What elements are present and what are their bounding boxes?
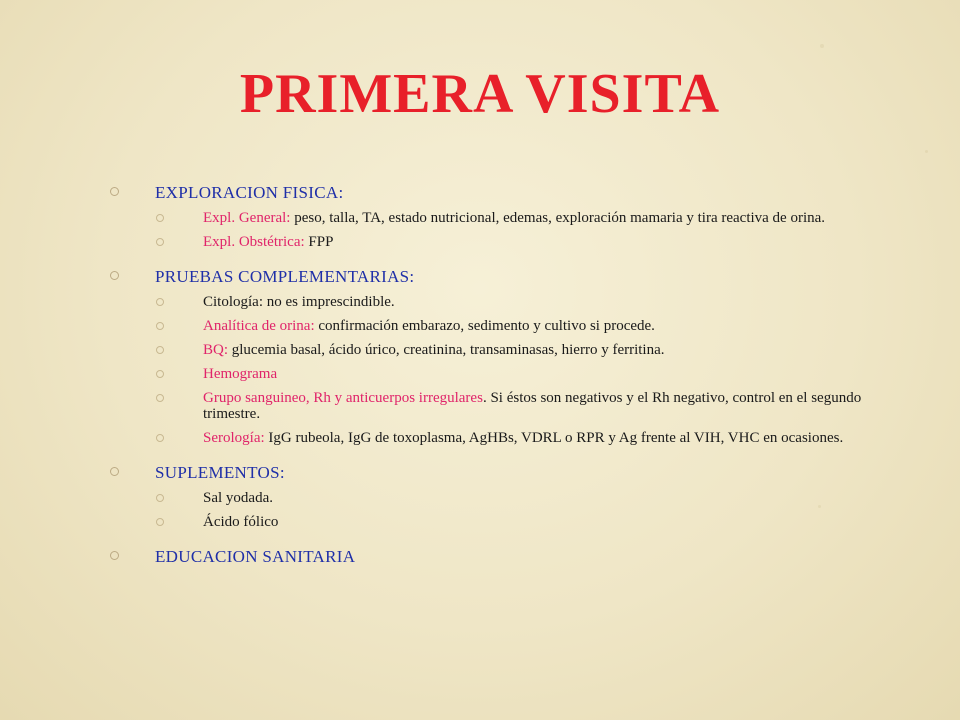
item-text: FPP [304,234,334,250]
section-items [110,490,910,530]
circle-bullet-icon [156,434,164,442]
item-highlight: Expl. Obstétrica: [203,234,305,250]
list-item [110,342,910,358]
section-exploracion-fisica [110,183,910,250]
slide-body [110,183,910,584]
list-item [110,390,910,422]
circle-bullet-icon [110,271,119,280]
circle-bullet-icon [110,187,119,196]
item-text: IgG rubeola, IgG de toxoplasma, AgHBs, VDRL o RPR y Ag frente al VIH, VHC en ocasiones. [264,430,844,446]
list-item [110,490,910,506]
item-highlight: Grupo sanguineo, Rh y anticuerpos irregulares [203,390,483,406]
item-text: Sal yodada. [203,490,273,506]
slide-title: PRIMERA VISITA [239,63,721,125]
section-educacion-sanitaria [110,547,910,567]
circle-bullet-icon [156,518,164,526]
item-text: peso, talla, TA, estado nutricional, edemas, exploración mamaria y tira reactiva de orina. [290,210,826,226]
circle-bullet-icon [156,346,164,354]
list-item [110,430,910,446]
item-highlight: Serología: [203,430,265,446]
section-heading [110,267,910,287]
section-heading-text: SUPLEMENTOS: [155,463,285,482]
item-text: Citología: no es imprescindible. [203,294,395,310]
list-item [110,366,910,382]
list-item [110,234,910,250]
circle-bullet-icon [156,370,164,378]
paper-texture-spot [820,44,824,48]
item-text: Ácido fólico [203,514,279,530]
section-pruebas-complementarias [110,267,910,446]
section-heading [110,183,910,203]
section-heading-text: EXPLORACION FISICA: [155,183,344,202]
section-items [110,210,910,250]
circle-bullet-icon [156,322,164,330]
section-heading-text: PRUEBAS COMPLEMENTARIAS: [155,267,415,286]
item-highlight: Analítica de orina: [203,318,315,334]
item-highlight: Hemograma [203,366,278,382]
item-highlight: Expl. General: [203,210,291,226]
item-text: . Si éstos son negativos y el Rh negativo, control en el segundo trimestre. [203,390,862,422]
circle-bullet-icon [156,238,164,246]
circle-bullet-icon [156,394,164,402]
section-items [110,294,910,446]
section-heading-text: EDUCACION SANITARIA [155,547,356,566]
list-item [110,318,910,334]
circle-bullet-icon [156,494,164,502]
section-heading [110,463,910,483]
circle-bullet-icon [156,298,164,306]
item-text: confirmación embarazo, sedimento y cultivo si procede. [314,318,655,334]
list-item [110,210,910,226]
section-suplementos [110,463,910,530]
item-text: glucemia basal, ácido úrico, creatinina, transaminasas, hierro y ferritina. [228,342,665,358]
circle-bullet-icon [110,467,119,476]
list-item [110,294,910,310]
circle-bullet-icon [156,214,164,222]
item-highlight: BQ: [203,342,229,358]
circle-bullet-icon [110,551,119,560]
paper-texture-spot [925,150,928,153]
section-heading [110,547,910,567]
list-item [110,514,910,530]
